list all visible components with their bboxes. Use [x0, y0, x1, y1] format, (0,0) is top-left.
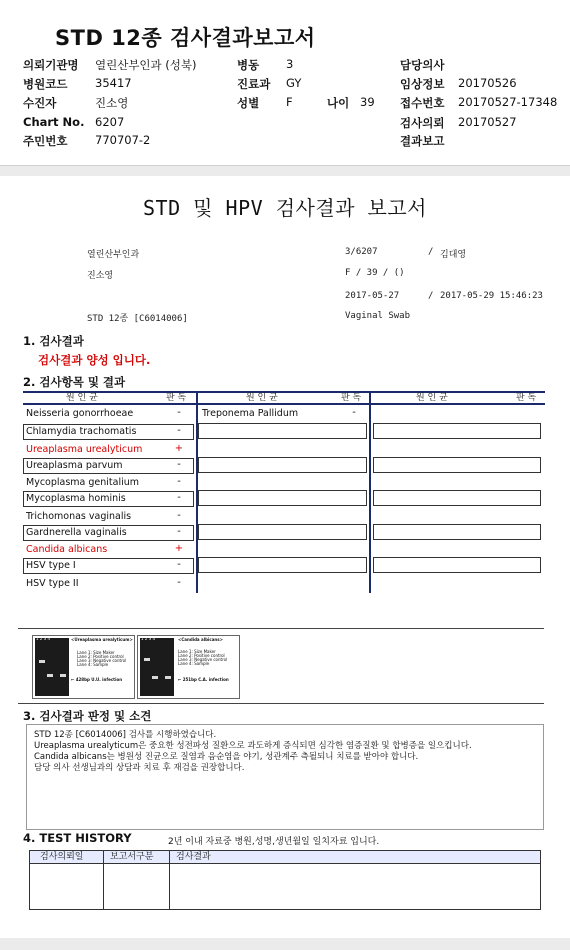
gel-lane-numbers: 1 2 3 4 [36, 636, 50, 641]
col-result-1: 판 독 [166, 393, 187, 403]
section-1-title: 1. 검사결과 [23, 334, 84, 348]
age-value: 39 [360, 95, 375, 109]
pathogen-result: - [177, 510, 181, 521]
col-pathogen-2: 원 인 균 [246, 393, 278, 403]
pathogen-result: - [177, 425, 181, 436]
gel-legend-line: Lane 4: Sample [178, 661, 210, 666]
column-divider [103, 851, 104, 909]
pathogen-name: Trichomonas vaginalis [26, 511, 132, 522]
rrn-value: 770707-2 [95, 133, 151, 147]
pathogen-name: Ureaplasma parvum [26, 460, 123, 471]
report-title: STD 및 HPV 검사결과 보고서 [143, 196, 427, 220]
pathogen-result-positive: + [174, 443, 184, 454]
gel-band [47, 674, 53, 677]
pathogen-name-positive: Ureaplasma urealyticum [26, 444, 143, 455]
findings-box [26, 724, 544, 830]
gel-band [60, 674, 66, 677]
hospital-code-value: 35417 [95, 76, 132, 90]
gel-legend-line: Lane 1: Size Maker [77, 650, 115, 655]
pathogen-result: - [177, 492, 181, 503]
pathogen-name: Mycoplasma hominis [26, 493, 126, 504]
specimen: Vaginal Swab [345, 311, 411, 321]
report-patient: 진소영 [87, 271, 114, 281]
chart-doctor-id: 3/6207 [345, 247, 378, 257]
pathogen-name: Mycoplasma genitalium [26, 477, 140, 488]
findings-line: Ureaplasma urealyticum은 중요한 성전파성 질환으로 과도하게 증식되면 심각한 염증질환 및 합병증을 일으킵니다. [34, 741, 472, 751]
gel-photo [35, 638, 69, 696]
empty-row [198, 423, 367, 439]
gel-legend-line: Lane 3: Negative control [77, 658, 127, 663]
divider [18, 628, 544, 629]
patient-label: 수진자 [23, 96, 57, 110]
age-label: 나이 [327, 96, 350, 110]
date-received: 2017-05-27 [345, 291, 400, 301]
history-note: 2년 이내 자료중 병원,성명,생년월일 일치자료 입니다. [168, 837, 380, 847]
col-result-3: 판 독 [516, 393, 537, 403]
pathogen-name: HSV type II [26, 578, 79, 589]
gel-title: <Ureaplasma urealyticum> [71, 637, 133, 642]
empty-row [198, 524, 367, 540]
pathogen-name: Chlamydia trachomatis [26, 426, 137, 437]
report-sex-age: F / 39 / () [345, 268, 405, 278]
pathogen-result: - [177, 476, 181, 487]
history-table [29, 850, 541, 910]
dept-value: GY [286, 76, 302, 90]
gel-lane-numbers: 1 2 3 4 [141, 636, 155, 641]
report-card [0, 176, 570, 938]
ward-label: 병동 [237, 58, 260, 72]
results-table-header [23, 391, 545, 405]
pathogen-name: Gardnerella vaginalis [26, 527, 127, 538]
ward-value: 3 [286, 57, 294, 71]
request-label: 검사의뢰 [400, 116, 445, 130]
gel-image-candida [137, 635, 240, 699]
empty-row [373, 557, 541, 573]
history-col-report-type: 보고서구분 [110, 852, 154, 862]
pathogen-name: HSV type I [26, 560, 76, 571]
gel-legend-line: Lane 2: Positive control [178, 653, 225, 658]
pathogen-result: - [177, 459, 181, 470]
findings-line: 담당 의사 선생님과의 상담과 치료 후 재검을 권장합니다. [34, 763, 245, 773]
positive-note: 검사결과 양성 입니다. [38, 353, 151, 367]
col-pathogen-3: 원 인 균 [416, 393, 448, 403]
pathogen-result-positive: + [174, 543, 184, 554]
gel-legend-line: Lane 1: Size Maker [178, 649, 216, 654]
clinic-name: 열린산부인과 [87, 250, 140, 260]
sex-label: 성별 [237, 96, 260, 110]
patient-value: 진소영 [95, 96, 129, 110]
empty-row [373, 524, 541, 540]
pathogen-name-positive: Candida albicans [26, 544, 108, 555]
request-value: 20170527 [458, 115, 517, 129]
gel-legend-line: Lane 2: Positive control [77, 654, 124, 659]
empty-row [198, 490, 367, 506]
col-pathogen-1: 원 인 균 [66, 393, 98, 403]
chart-label: Chart No. [23, 115, 85, 129]
gel-legend-line: Lane 3: Negative control [178, 657, 228, 662]
history-col-result: 검사결과 [176, 852, 211, 862]
gel-band [144, 658, 150, 661]
header-title: STD 12종 검사결과보고서 [55, 26, 316, 50]
section-4-title: 4. TEST HISTORY [23, 831, 132, 845]
findings-line: Candida albicans는 병원성 진균으로 질염과 음순염을 야기, 성관계주 측될되니 치료를 받아야 합니다. [34, 752, 419, 762]
institution-label: 의뢰기관명 [23, 58, 79, 72]
gel-band [165, 676, 171, 679]
pathogen-result: - [177, 407, 181, 418]
receipt-label: 접수번호 [400, 96, 445, 110]
gel-photo [140, 638, 174, 696]
history-table-header [30, 851, 540, 864]
report-label: 결과보고 [400, 134, 445, 148]
empty-row [373, 423, 541, 439]
section-2-title: 2. 검사항목 및 결과 [23, 375, 126, 389]
gel-title: <Candida albicans> [178, 637, 223, 642]
empty-row [198, 557, 367, 573]
pathogen-result: - [177, 559, 181, 570]
divider [18, 703, 544, 704]
pathogen-name: Neisseria gonorrhoeae [26, 408, 134, 419]
header-divider [196, 391, 198, 405]
pathogen-result: - [177, 526, 181, 537]
empty-row [373, 457, 541, 473]
gel-band [39, 660, 45, 663]
gel-image-ureaplasma [32, 635, 135, 699]
date-sep: / [428, 291, 434, 301]
rrn-label: 주민번호 [23, 134, 68, 148]
receipt-value: 20170527-17348 [458, 95, 558, 109]
doctor-name: 김대영 [440, 250, 467, 260]
column-divider [169, 851, 170, 909]
header-card [0, 0, 570, 166]
doctor-sep: / [428, 247, 434, 257]
gel-band [152, 676, 158, 679]
history-col-request-date: 검사의뢰일 [40, 852, 84, 862]
date-reported: 2017-05-29 15:46:23 [440, 291, 543, 301]
gel-legend-line: Lane 4: Sample [77, 662, 109, 667]
clinical-info-value: 20170526 [458, 76, 517, 90]
header-divider [369, 391, 371, 405]
institution-value: 열린산부인과 (성북) [95, 58, 197, 72]
section-3-title: 3. 검사결과 판정 및 소견 [23, 709, 152, 723]
sex-value: F [286, 95, 293, 109]
empty-row [198, 457, 367, 473]
test-code: STD 12종 [C6014006] [87, 314, 188, 324]
pathogen-result: - [177, 577, 181, 588]
gel-arrow-label: ← 428bp U.U. infection [71, 677, 123, 682]
doctor-label: 담당의사 [400, 58, 445, 72]
pathogen-result: - [352, 407, 356, 418]
gel-arrow-label: ← 251bp C.A. infection [178, 677, 229, 682]
dept-label: 진료과 [237, 77, 271, 91]
col-result-2: 판 독 [341, 393, 362, 403]
clinical-info-label: 임상정보 [400, 77, 445, 91]
hospital-code-label: 병원코드 [23, 77, 68, 91]
chart-value: 6207 [95, 115, 125, 129]
findings-line: STD 12종 [C6014006] 검사를 시행하였습니다. [34, 730, 217, 740]
empty-row [373, 490, 541, 506]
column-divider [369, 405, 371, 593]
pathogen-name: Treponema Pallidum [202, 408, 299, 419]
